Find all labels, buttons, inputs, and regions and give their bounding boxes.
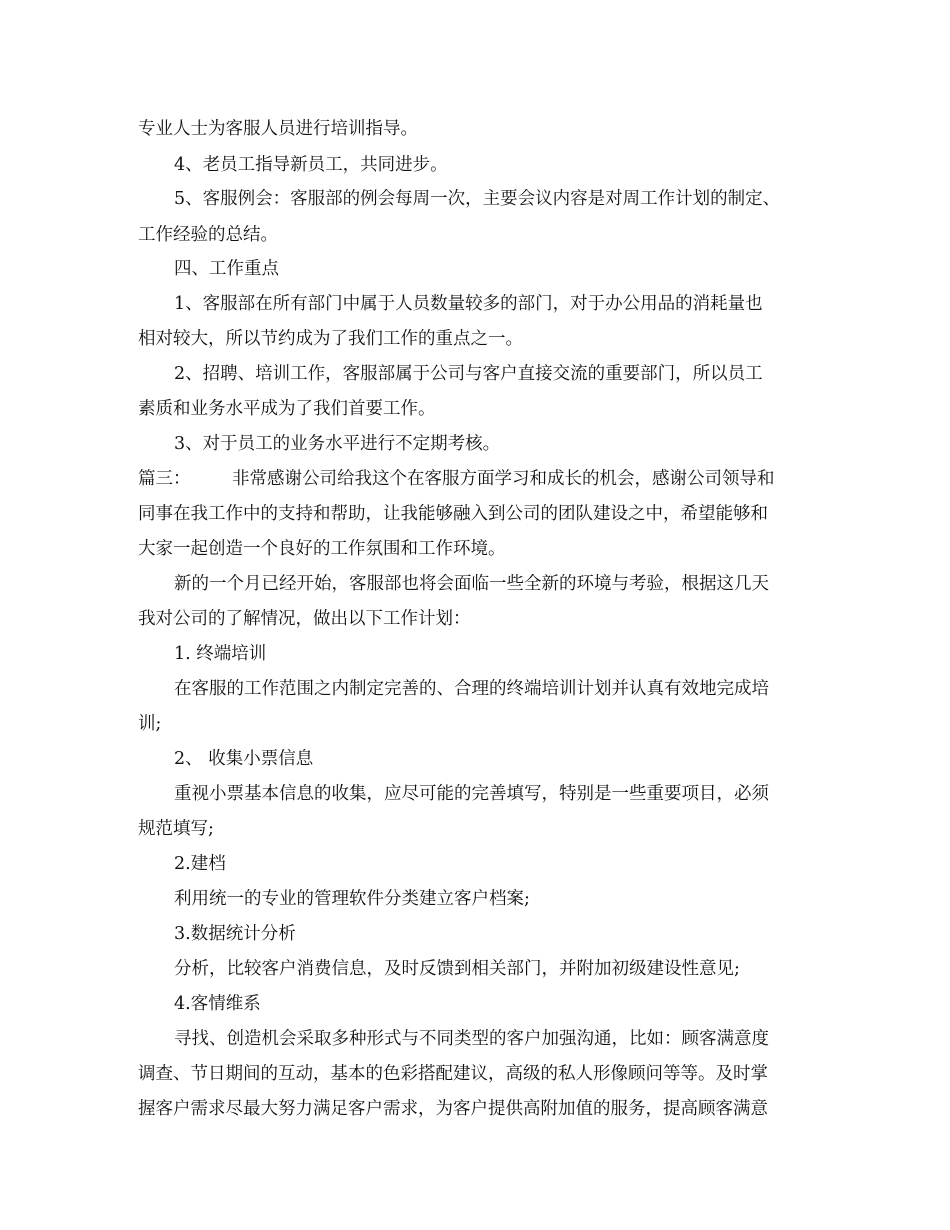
list-heading: 1. 终端培训: [174, 644, 267, 664]
paragraph-line: 专业人士为客服人员进行培训指导。: [138, 119, 418, 139]
paragraph-line: 新的一个月已经开始，客服部也将会面临一些全新的环境与考验，根据这几天: [174, 574, 769, 594]
paragraph-line: 相对较大，所以节约成为了我们工作的重点之一。: [138, 329, 523, 349]
paragraph-line: 4、老员工指导新员工，共同进步。: [174, 155, 448, 175]
paragraph-line: 训;: [138, 714, 162, 734]
paragraph-line: 非常感谢公司给我这个在客服方面学习和成长的机会，感谢公司领导和: [232, 469, 775, 489]
section-heading: 四、工作重点: [174, 259, 279, 279]
paragraph-line: 我对公司的了解情况，做出以下工作计划：: [138, 609, 471, 629]
list-heading: 4.客情维系: [174, 994, 261, 1014]
paragraph-line: 2、招聘、培训工作，客服部属于公司与客户直接交流的重要部门，所以员工: [174, 364, 763, 384]
paragraph-line: 规范填写;: [138, 819, 214, 839]
paragraph-line: 寻找、创造机会采取多种形式与不同类型的客户加强沟通，比如：顾客满意度: [174, 1029, 769, 1049]
paragraph-line: 握客户需求尽最大努力满足客户需求，为客户提供高附加值的服务，提高顾客满意: [138, 1099, 768, 1119]
paragraph-line: 调查、节日期间的互动，基本的色彩搭配建议，高级的私人形像顾问等等。及时掌: [138, 1064, 768, 1084]
paragraph-line: 大家一起创造一个良好的工作氛围和工作环境。: [138, 539, 506, 559]
paragraph-line: 在客服的工作范围之内制定完善的、合理的终端培训计划并认真有效地完成培: [174, 679, 769, 699]
list-heading: 2.建档: [174, 854, 226, 874]
part-label: 篇三：: [138, 469, 191, 489]
list-heading: 3.数据统计分析: [174, 924, 296, 944]
paragraph-line: 分析，比较客户消费信息，及时反馈到相关部门，并附加初级建设性意见;: [174, 959, 740, 979]
paragraph-line: 1、客服部在所有部门中属于人员数量较多的部门，对于办公用品的消耗量也: [174, 294, 763, 314]
paragraph-line: 工作经验的总结。: [138, 225, 278, 245]
paragraph-line: 3、对于员工的业务水平进行不定期考核。: [174, 434, 501, 454]
paragraph-line: 重视小票基本信息的收集，应尽可能的完善填写，特别是一些重要项目，必须: [174, 784, 769, 804]
paragraph-line: 同事在我工作中的支持和帮助，让我能够融入到公司的团队建设之中，希望能够和: [138, 504, 768, 524]
paragraph-line: 素质和业务水平成为了我们首要工作。: [138, 399, 436, 419]
list-heading: 2、 收集小票信息: [174, 749, 314, 769]
paragraph-line: 利用统一的专业的管理软件分类建立客户档案;: [174, 889, 530, 909]
paragraph-line: 5、客服例会：客服部的例会每周一次，主要会议内容是对周工作计划的制定、: [174, 189, 781, 209]
